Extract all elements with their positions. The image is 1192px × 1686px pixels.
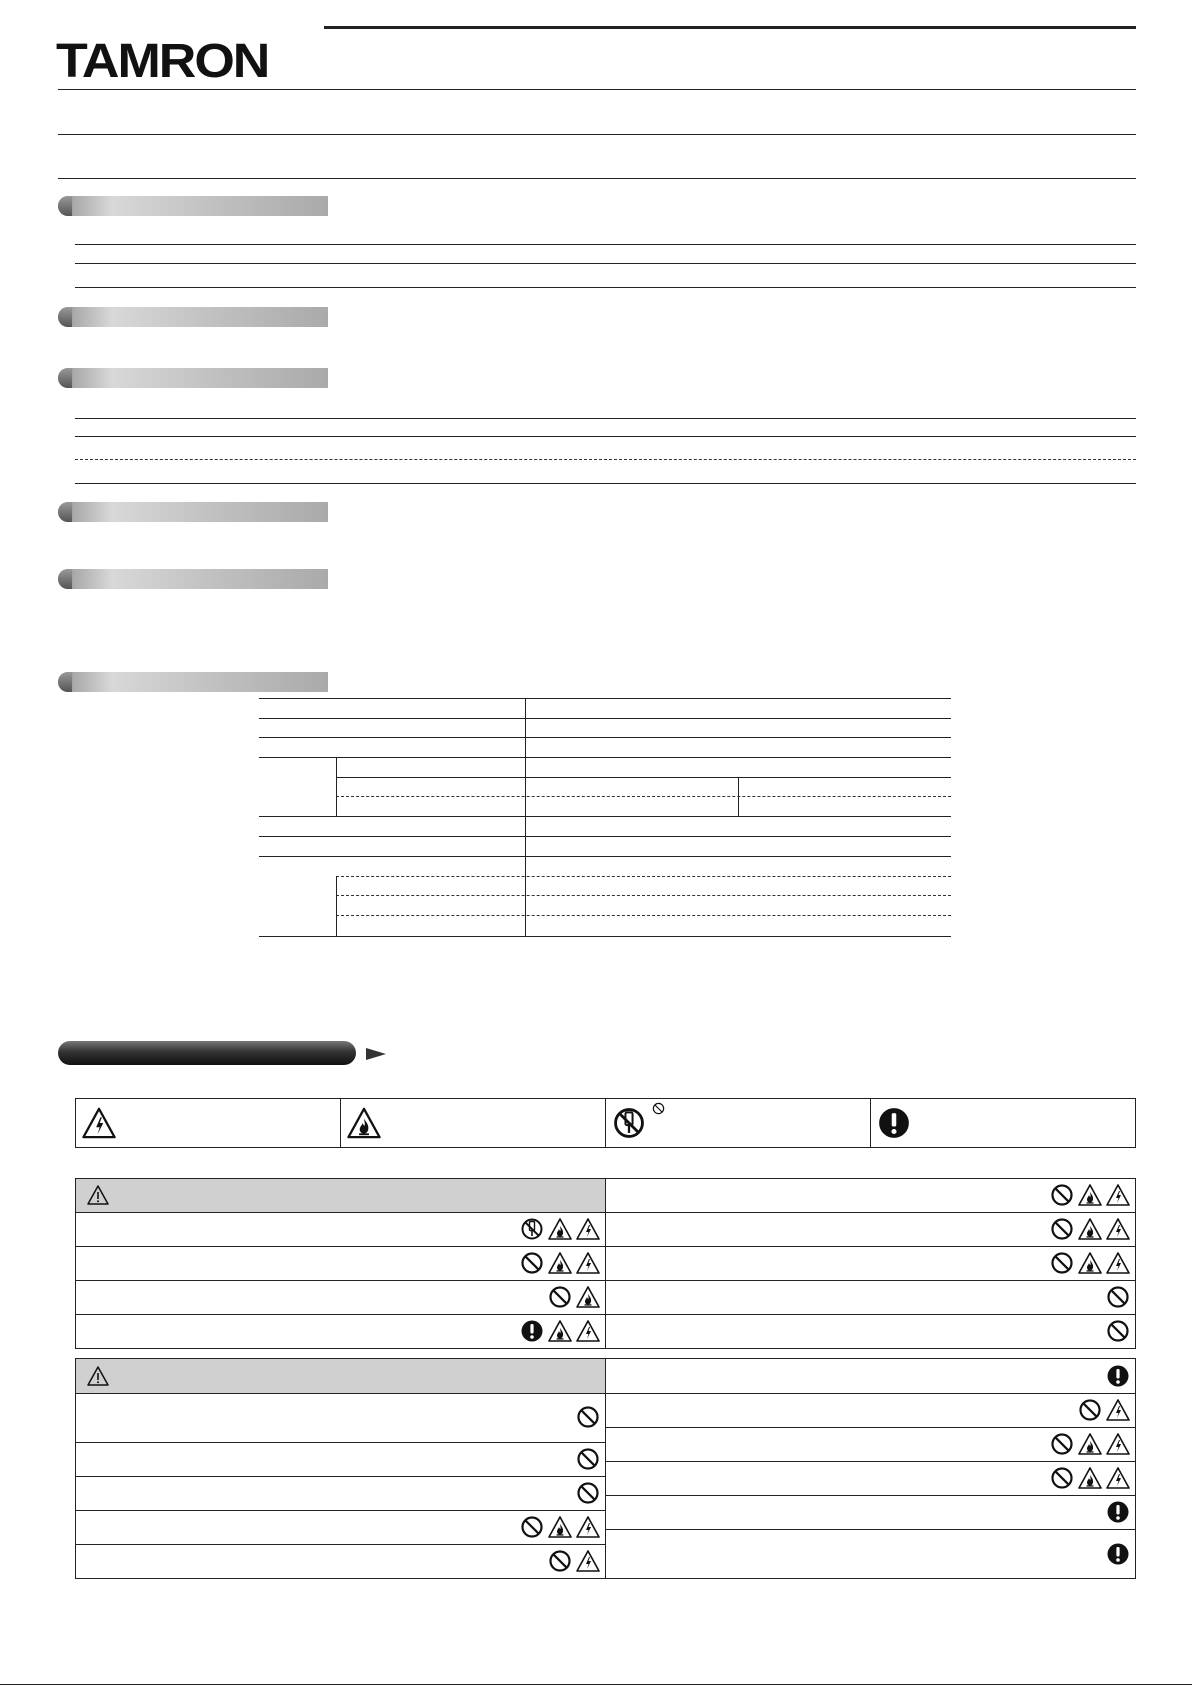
section1-rule-b bbox=[75, 263, 1136, 264]
prohibited-icon bbox=[1050, 1466, 1074, 1490]
section3-rule-a bbox=[75, 418, 1136, 419]
caution-row-icons bbox=[1106, 1542, 1130, 1566]
fire-warning-icon bbox=[1078, 1251, 1102, 1275]
mandatory-action-icon bbox=[877, 1106, 911, 1140]
section3-rule-c bbox=[75, 483, 1136, 484]
warning-header-icon bbox=[86, 1183, 110, 1207]
section-bar-2 bbox=[58, 307, 328, 327]
mandatory-action-icon bbox=[1106, 1542, 1130, 1566]
row-divider bbox=[605, 1280, 1136, 1281]
title-rule-2 bbox=[58, 178, 1136, 179]
warning-row-icons bbox=[1050, 1217, 1130, 1241]
row-divider bbox=[605, 1212, 1136, 1213]
caution-row-icons bbox=[548, 1549, 600, 1573]
caution-row-icons bbox=[1050, 1466, 1130, 1490]
section1-rule-c bbox=[75, 287, 1136, 288]
prohibited-icon bbox=[520, 1515, 544, 1539]
warning-header bbox=[76, 1179, 605, 1212]
row-divider bbox=[605, 1246, 1136, 1247]
legend-item bbox=[612, 1106, 646, 1140]
electric-shock-warning-icon bbox=[576, 1319, 600, 1343]
warning-row-icons bbox=[520, 1217, 600, 1241]
electric-shock-warning-icon bbox=[576, 1217, 600, 1241]
fire-warning-icon bbox=[548, 1217, 572, 1241]
warning-row-icons bbox=[548, 1285, 600, 1309]
caution-row-icons bbox=[1050, 1432, 1130, 1456]
row-divider bbox=[605, 1427, 1136, 1428]
tamron-logo: TAMRON bbox=[56, 34, 269, 89]
fire-warning-icon bbox=[1078, 1183, 1102, 1207]
warning-row-icons bbox=[520, 1251, 600, 1275]
fire-warning-icon bbox=[347, 1106, 381, 1140]
section-bar-3 bbox=[58, 368, 328, 388]
row-divider bbox=[75, 1280, 605, 1281]
row-divider bbox=[75, 1393, 605, 1394]
safety-section-bar bbox=[58, 1041, 356, 1065]
warning-row-icons bbox=[520, 1319, 600, 1343]
section-bar-6 bbox=[58, 672, 328, 692]
prohibited-small-icon bbox=[652, 1102, 665, 1115]
electric-shock-warning-icon bbox=[1106, 1466, 1130, 1490]
electric-shock-warning-icon bbox=[576, 1251, 600, 1275]
mandatory-action-icon bbox=[520, 1319, 544, 1343]
row-divider bbox=[75, 1476, 605, 1477]
electric-shock-warning-icon bbox=[1106, 1183, 1130, 1207]
row-divider bbox=[75, 1212, 605, 1213]
section-bar-5 bbox=[58, 569, 328, 589]
symbol-legend bbox=[75, 1098, 1136, 1148]
caution-row-icons bbox=[1078, 1398, 1130, 1422]
row-divider bbox=[605, 1495, 1136, 1496]
caution-row-icons bbox=[576, 1481, 600, 1505]
section1-rule-a bbox=[75, 244, 1136, 245]
fire-warning-icon bbox=[1078, 1217, 1102, 1241]
do-not-disassemble-icon bbox=[612, 1106, 646, 1140]
row-divider bbox=[75, 1314, 605, 1315]
caution-row-icons bbox=[520, 1515, 600, 1539]
warning-row-icons bbox=[1106, 1319, 1130, 1343]
caution-row-icons bbox=[1106, 1500, 1130, 1524]
row-divider bbox=[605, 1314, 1136, 1315]
fire-warning-icon bbox=[548, 1319, 572, 1343]
prohibited-icon bbox=[1050, 1432, 1074, 1456]
caution-header bbox=[76, 1359, 605, 1393]
fire-warning-icon bbox=[1078, 1466, 1102, 1490]
caution-row-icons bbox=[576, 1447, 600, 1471]
header-top-rule bbox=[324, 26, 1136, 29]
mandatory-action-icon bbox=[1106, 1364, 1130, 1388]
do-not-disassemble-icon bbox=[520, 1217, 544, 1241]
caution-triangle-icon bbox=[86, 1183, 110, 1207]
prohibited-icon bbox=[576, 1405, 600, 1429]
prohibited-icon bbox=[1106, 1319, 1130, 1343]
mandatory-action-icon bbox=[1106, 1500, 1130, 1524]
electric-shock-warning-icon bbox=[1106, 1217, 1130, 1241]
caution-row-icons bbox=[1106, 1364, 1130, 1388]
row-divider bbox=[75, 1544, 605, 1545]
row-divider bbox=[605, 1393, 1136, 1394]
caution-triangle-icon bbox=[86, 1364, 110, 1388]
arrow-right-icon bbox=[366, 1048, 386, 1060]
fire-warning-icon bbox=[548, 1251, 572, 1275]
section3-rule-dashed bbox=[75, 459, 1136, 460]
section3-rule-b bbox=[75, 436, 1136, 437]
row-divider bbox=[75, 1246, 605, 1247]
legend-item bbox=[877, 1106, 911, 1140]
row-divider bbox=[75, 1442, 605, 1443]
prohibited-icon bbox=[1050, 1217, 1074, 1241]
prohibited-icon bbox=[1050, 1251, 1074, 1275]
warning-row-icons bbox=[1050, 1251, 1130, 1275]
row-divider bbox=[605, 1529, 1136, 1530]
legend-item bbox=[347, 1106, 381, 1140]
footer-rule bbox=[0, 1684, 1192, 1685]
row-divider bbox=[605, 1461, 1136, 1462]
title-rule-1 bbox=[58, 134, 1136, 135]
prohibited-icon bbox=[520, 1251, 544, 1275]
electric-shock-warning-icon bbox=[576, 1515, 600, 1539]
electric-shock-warning-icon bbox=[1106, 1432, 1130, 1456]
electric-shock-warning-icon bbox=[1106, 1251, 1130, 1275]
prohibited-icon bbox=[1078, 1398, 1102, 1422]
prohibited-icon bbox=[548, 1285, 572, 1309]
prohibited-icon bbox=[1106, 1285, 1130, 1309]
prohibited-icon bbox=[576, 1447, 600, 1471]
fire-warning-icon bbox=[548, 1515, 572, 1539]
section-bar-4 bbox=[58, 502, 328, 522]
prohibited-icon bbox=[576, 1481, 600, 1505]
legend-item bbox=[82, 1106, 116, 1140]
caution-header-icon bbox=[86, 1364, 110, 1388]
caution-row-icons bbox=[576, 1405, 600, 1429]
row-divider bbox=[75, 1510, 605, 1511]
prohibited-icon bbox=[1050, 1183, 1074, 1207]
electric-shock-warning-icon bbox=[576, 1549, 600, 1573]
warning-row-icons bbox=[1106, 1285, 1130, 1309]
warning-row-icons bbox=[1050, 1183, 1130, 1207]
section-bar-1 bbox=[58, 196, 328, 216]
fire-warning-icon bbox=[1078, 1432, 1102, 1456]
electric-shock-warning-icon bbox=[82, 1106, 116, 1140]
header-rule bbox=[58, 89, 1136, 90]
legend-note bbox=[652, 1100, 665, 1118]
prohibited-icon bbox=[548, 1549, 572, 1573]
fire-warning-icon bbox=[576, 1285, 600, 1309]
electric-shock-warning-icon bbox=[1106, 1398, 1130, 1422]
